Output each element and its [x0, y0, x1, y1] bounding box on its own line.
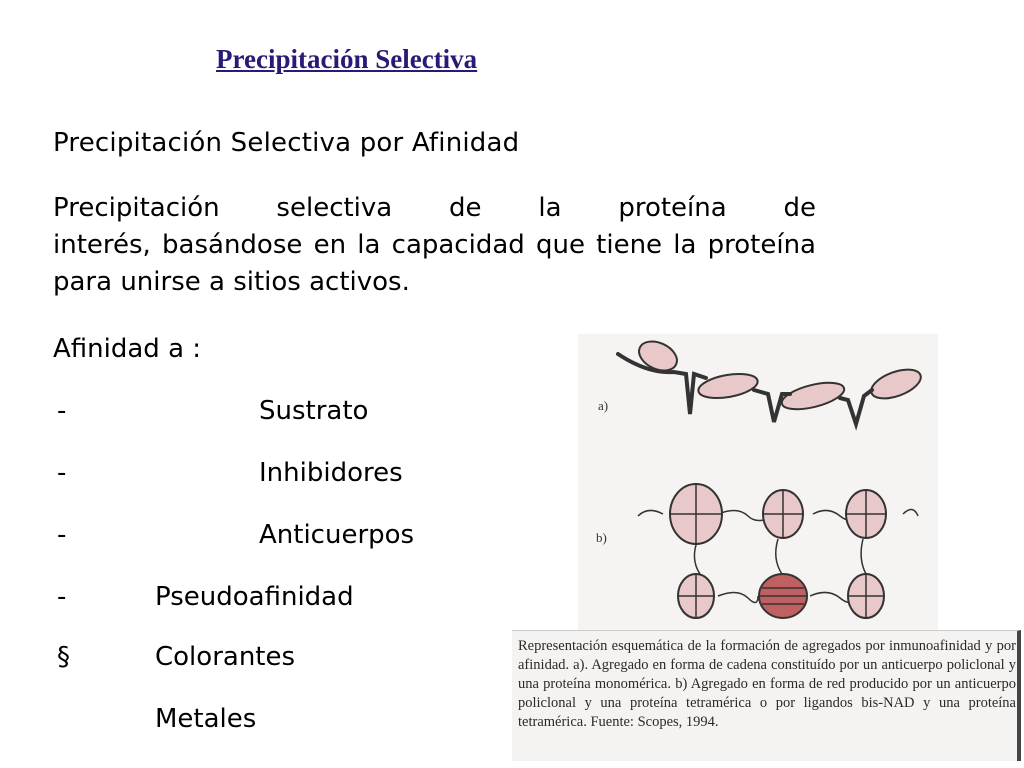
figure-caption: Representación esquemática de la formación de agregados por inmunoafinidad y por afinidad. a). Agregado en forma de cadena constituído por un anticuerpo policlonal y una proteína monomérica. b) Agregado en forma de red producido por un anticuerpo policlonal y una proteína tetramérica o por ligandos bis-NAD y una proteína tetramérica. Fuente: Scopes, 1994.: [518, 638, 1016, 730]
list-text: Pseudoafinidad: [155, 582, 354, 612]
section-heading: Precipitación Selectiva por Afinidad: [53, 128, 520, 158]
paragraph-rest: interés, basándose en la capacidad que tiene la proteína para unirse a sitios activos.: [53, 230, 816, 297]
protein-monomer: [867, 364, 924, 404]
figure-caption-scan: [512, 630, 1021, 761]
affinity-label: Afinidad a :: [53, 334, 202, 364]
list-text: Anticuerpos: [259, 520, 415, 550]
list-text: Sustrato: [259, 396, 369, 426]
page-title: Precipitación Selectiva: [216, 44, 478, 74]
list-text: Colorantes: [155, 642, 296, 672]
protein-monomer: [697, 370, 760, 402]
list-bullet: §: [57, 642, 70, 672]
aggregate-figure: [578, 334, 938, 634]
link: [861, 539, 866, 574]
link: [776, 539, 782, 574]
list-text: Metales: [155, 704, 257, 734]
paragraph-line-1: Precipitación selectiva de la proteína de: [53, 193, 816, 223]
tetramers: [670, 484, 886, 618]
antibody-y: [840, 390, 872, 424]
aggregate-diagram: [578, 334, 938, 634]
list-bullet: -: [57, 520, 67, 550]
link: [718, 592, 758, 602]
list-bullet: -: [57, 458, 67, 488]
label-b: b): [596, 530, 607, 545]
list-bullet: -: [57, 582, 67, 612]
list-bullet: -: [57, 396, 67, 426]
list-text: Inhibidores: [259, 458, 403, 488]
link: [903, 509, 918, 516]
description-paragraph: [53, 190, 816, 301]
link: [638, 510, 663, 516]
label-a: a): [598, 398, 609, 413]
